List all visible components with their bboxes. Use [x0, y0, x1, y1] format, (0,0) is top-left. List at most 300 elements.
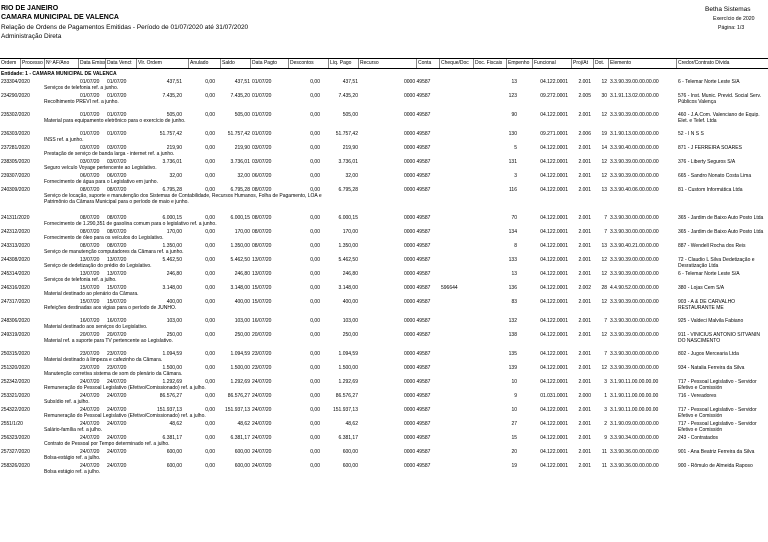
cell-conta: 0000 49587 [404, 449, 431, 455]
cell-pagto: 08/07/20 [252, 229, 272, 235]
cell-elem: 3.3.90.40.00.00.00.00 [610, 145, 659, 151]
system-name: Betha Sistemas [705, 6, 751, 13]
cell-credor: 887 - Wendell Rocha dos Reis [678, 243, 746, 249]
cell-elem: 3.3.90.40.21.00.00.00 [610, 243, 659, 249]
cell-func: 09.272.0001 [540, 93, 568, 99]
cell-pagto: 08/07/20 [252, 187, 272, 193]
cell-emis: 24/07/20 [80, 407, 100, 413]
column-header: Data Emiss [80, 60, 106, 66]
cell-saldo: 600,00 [234, 449, 250, 455]
cell-ordem: 245 [1, 271, 10, 277]
cell-venc: 13/07/20 [107, 271, 127, 277]
cell-func: 04.122.0001 [540, 243, 568, 249]
cell-dot: 3 [604, 407, 607, 413]
column-header: Anulado [190, 60, 209, 66]
cell-liq: 1.094,59 [338, 351, 358, 357]
cell-emp: 13 [511, 79, 517, 85]
cell-historico: Bolsa estágio ref. a julho. [44, 469, 101, 475]
cell-liq: 32,00 [345, 173, 358, 179]
cell-credor: 871 - J FERREIRA SOARES [678, 145, 742, 151]
cell-venc: 24/07/20 [107, 421, 127, 427]
cell-emis: 01/07/20 [80, 79, 100, 85]
cell-dot: 12 [601, 271, 607, 277]
cell-historico: Prestação de serviço de banda larga - internet ref. a junho. [44, 151, 175, 157]
cell-emis: 01/07/20 [80, 93, 100, 99]
cell-desc: 0,00 [310, 421, 320, 427]
cell-dot: 7 [604, 318, 607, 324]
cell-saldo: 600,00 [234, 463, 250, 469]
cell-proj: 2.001 [578, 351, 591, 357]
cell-dot: 30 [601, 93, 607, 99]
cell-saldo: 1.500,00 [230, 365, 250, 371]
cell-historico: Serviço de manutenção computadores da Câmara ref. a junho. [44, 249, 184, 255]
cell-func: 04.122.0001 [540, 285, 568, 291]
cell-proj: 2.001 [578, 435, 591, 441]
cell-venc: 08/07/20 [107, 229, 127, 235]
cell-vlr: 600,00 [166, 449, 182, 455]
cell-credor: 365 - Jardim de Baixo Auto Posto Ltda [678, 229, 764, 235]
cell-emp: 9 [514, 393, 517, 399]
cell-proc: 327/2020 [9, 449, 30, 455]
cell-desc: 0,00 [310, 271, 320, 277]
cell-conta: 0000 49587 [404, 79, 431, 85]
cell-pagto: 24/07/20 [252, 393, 272, 399]
cell-vlr: 103,00 [166, 318, 182, 324]
cell-liq: 246,80 [342, 271, 358, 277]
cell-desc: 0,00 [310, 257, 320, 263]
column-header: Saldo [222, 60, 235, 66]
cell-ordem: 234 [1, 93, 10, 99]
cell-elem: 3.1.90.13.00.00.00.00 [610, 131, 659, 137]
cell-proc: 319/2020 [9, 332, 30, 338]
cell-venc: 24/07/20 [107, 435, 127, 441]
cell-proc: 312/2020 [9, 229, 30, 235]
cell-emp: 139 [508, 365, 517, 371]
cell-liq: 103,00 [342, 318, 358, 324]
cell-ordem: 233 [1, 79, 10, 85]
cell-pagto: 01/07/20 [252, 112, 272, 118]
cell-proj: 2.001 [578, 173, 591, 179]
cell-func: 04.122.0001 [540, 318, 568, 324]
cell-func: 04.122.0001 [540, 435, 568, 441]
cell-saldo: 32,00 [237, 173, 250, 179]
cell-historico: Manutenção corretiva sistema de som do plenário da Câmara. [44, 371, 183, 377]
cell-dot: 12 [601, 332, 607, 338]
cell-pagto: 13/07/20 [252, 257, 272, 263]
cell-proc: 326/2020 [9, 463, 30, 469]
cell-ordem: 254 [1, 407, 10, 413]
cell-conta: 0000 49587 [404, 93, 431, 99]
cell-pagto: 01/07/20 [252, 93, 272, 99]
cell-pagto: 03/07/20 [252, 145, 272, 151]
cell-ordem: 251 [1, 365, 10, 371]
cell-saldo: 1.292,69 [230, 379, 250, 385]
cell-emis: 24/07/20 [80, 463, 100, 469]
cell-liq: 437,51 [342, 79, 358, 85]
cell-emp: 15 [511, 435, 517, 441]
cell-ordem: 258 [1, 463, 10, 469]
cell-anul: 0,00 [205, 93, 215, 99]
column-header: Empenho [508, 60, 530, 66]
cell-elem: 4.4.90.52.00.00.00.00 [610, 285, 659, 291]
cell-elem: 3.3.90.40.06.00.00.00 [610, 187, 659, 193]
cell-emp: 131 [508, 159, 517, 165]
cell-pagto: 23/07/20 [252, 365, 272, 371]
cell-emp: 5 [514, 145, 517, 151]
cell-saldo: 250,00 [234, 332, 250, 338]
cell-proj: 2.001 [578, 379, 591, 385]
cell-func: 04.122.0001 [540, 112, 568, 118]
cell-elem: 3.1.90.11.00.00.00.00 [610, 393, 659, 399]
cell-dot: 7 [604, 229, 607, 235]
cell-emp: 90 [511, 112, 517, 118]
cell-conta: 0000 49587 [404, 285, 431, 291]
cell-elem: 3.3.90.36.00.00.00.00 [610, 449, 659, 455]
cell-historico: Fornecimento de 1.290,351 de gasolina comum para o legislativo ref. a junho. [44, 221, 217, 227]
cell-proj: 2.006 [578, 131, 591, 137]
cell-liq: 151.937,13 [332, 407, 358, 413]
cell-ordem: 244 [1, 257, 10, 263]
cell-proj: 2.001 [578, 229, 591, 235]
cell-liq: 6.795,28 [338, 187, 358, 193]
cell-historico: Serviço de locação, suporte e manutenção dos Sistemas de Contabilidade, Recursos Humanos, Folha de Pagamento, LOA e Patrimônio da Câmara Municipal para o período de maio e junho. [44, 193, 322, 205]
cell-emis: 03/07/20 [80, 145, 100, 151]
cell-ordem: 242 [1, 229, 10, 235]
cell-ordem: 257 [1, 449, 10, 455]
cell-liq: 170,00 [342, 229, 358, 235]
cell-func: 04.122.0001 [540, 271, 568, 277]
cell-vlr: 151.937,13 [156, 407, 182, 413]
cell-elem: 3.3.90.39.00.00.00.00 [610, 332, 659, 338]
cell-saldo: 48,62 [237, 421, 250, 427]
cell-func: 01.031.0001 [540, 393, 568, 399]
cell-venc: 23/07/20 [107, 365, 127, 371]
cell-vlr: 51.757,42 [159, 131, 182, 137]
cell-saldo: 51.757,42 [227, 131, 250, 137]
cell-historico: Material destinado aos serviços do Legislativo. [44, 324, 148, 330]
cell-vlr: 170,00 [166, 229, 182, 235]
cell-desc: 0,00 [310, 332, 320, 338]
cell-venc: 15/07/20 [107, 285, 127, 291]
cell-anul: 0,00 [205, 299, 215, 305]
cell-saldo: 6.381,17 [230, 435, 250, 441]
cell-desc: 0,00 [310, 318, 320, 324]
cell-dot: 13 [601, 187, 607, 193]
cell-elem: 3.1.90.11.00.00.00.00 [610, 407, 659, 413]
cell-desc: 0,00 [310, 131, 320, 137]
cell-func: 04.122.0001 [540, 299, 568, 305]
cell-proj: 2.001 [578, 271, 591, 277]
cell-emis: 01/07/20 [80, 131, 100, 137]
cell-pagto: 03/07/20 [252, 159, 272, 165]
cell-venc: 24/07/20 [107, 449, 127, 455]
cell-dot: 3 [604, 379, 607, 385]
cell-credor: 900 - Rômulo de Almeida Raposo [678, 463, 753, 469]
city-name: RIO DE JANEIRO [1, 5, 59, 12]
cell-dot: 7 [604, 351, 607, 357]
cell-vlr: 6.000,15 [162, 215, 182, 221]
cell-elem: 3.3.90.39.00.00.00.00 [610, 299, 659, 305]
cell-historico: Serviço de dedetização do prédio do Legislativo. [44, 263, 152, 269]
cell-saldo: 400,00 [234, 299, 250, 305]
cell-historico: Fornecimento de água para o Legislativo em junho. [44, 179, 158, 185]
cell-pagto: 24/07/20 [252, 407, 272, 413]
cell-vlr: 1.292,69 [162, 379, 182, 385]
cell-pagto: 20/07/20 [252, 332, 272, 338]
cell-ordem: 239 [1, 173, 10, 179]
cell-conta: 0000 49587 [404, 435, 431, 441]
cell-anul: 0,00 [205, 145, 215, 151]
cell-liq: 600,00 [342, 463, 358, 469]
cell-historico: Subsídio ref. a julho. [44, 399, 90, 405]
cell-liq: 48,62 [345, 421, 358, 427]
cell-ordem: 248 [1, 318, 10, 324]
cell-emp: 8 [514, 243, 517, 249]
cell-desc: 0,00 [310, 243, 320, 249]
cell-func: 04.122.0001 [540, 145, 568, 151]
cell-conta: 0000 49587 [404, 463, 431, 469]
cell-venc: 01/07/20 [107, 79, 127, 85]
cell-saldo: 3.148,00 [230, 285, 250, 291]
cell-credor: 243 - Contratados [678, 435, 719, 441]
cell-dot: 11 [601, 449, 607, 455]
cell-venc: 06/07/20 [107, 173, 127, 179]
cell-credor: 365 - Jardim de Baixo Auto Posto Ltda [678, 215, 764, 221]
cell-pagto: 23/07/20 [252, 351, 272, 357]
cell-conta: 0000 49587 [404, 332, 431, 338]
cell-proj: 2.001 [578, 187, 591, 193]
cell-conta: 0000 49587 [404, 318, 431, 324]
cell-credor: 576 - Inst. Munic. Previd. Social Serv. Públicos Valença [678, 93, 761, 105]
cell-ordem: 256 [1, 435, 10, 441]
cell-ordem: 247 [1, 299, 10, 305]
cell-credor: 72 - Claudio L Silva Dedetização e Desratização Ltda [678, 257, 755, 269]
cell-dot: 9 [604, 435, 607, 441]
cell-historico: Seguro veículo Voyage pertencente ao Legislativo. [44, 165, 157, 171]
cell-pagto: 01/07/20 [252, 131, 272, 137]
cell-proc: 322/2020 [9, 407, 30, 413]
cell-emp: 130 [508, 131, 517, 137]
entity-name: CAMARA MUNICIPAL DE VALENCA [1, 14, 119, 21]
cell-emis: 01/07/20 [80, 112, 100, 118]
cell-historico: Remuneração do Pessoal Legislativo (Efetivo/Comissionado) ref. a julho. [44, 413, 206, 419]
cell-credor: 52 - I N S S [678, 131, 704, 137]
cell-func: 04.122.0001 [540, 173, 568, 179]
table-header [0, 58, 768, 69]
cell-desc: 0,00 [310, 393, 320, 399]
cell-saldo: 1.094,59 [230, 351, 250, 357]
cell-venc: 24/07/20 [107, 407, 127, 413]
cell-conta: 0000 49587 [404, 365, 431, 371]
cell-saldo: 5.462,50 [230, 257, 250, 263]
cell-dot: 12 [601, 299, 607, 305]
cell-func: 04.122.0001 [540, 229, 568, 235]
cell-liq: 1.500,00 [338, 365, 358, 371]
cell-emp: 70 [511, 215, 517, 221]
cell-emis: 13/07/20 [80, 271, 100, 277]
cell-elem: 3.3.90.30.00.00.00.00 [610, 229, 659, 235]
cell-proj: 2.001 [578, 365, 591, 371]
cell-ordem: 235 [1, 112, 10, 118]
cell-credor: 460 - J.A.Com. Valenciano de Equip. Elet. e Telef. Ltda [678, 112, 760, 124]
cell-dot: 12 [601, 79, 607, 85]
cell-emp: 3 [514, 173, 517, 179]
cell-elem: 3.3.90.34.00.00.00.00 [610, 435, 659, 441]
cell-func: 04.122.0001 [540, 187, 568, 193]
cell-historico: Bolsa-estágio ref. a julho. [44, 455, 101, 461]
cell-func: 04.122.0001 [540, 257, 568, 263]
cell-ordem: 255 [1, 421, 10, 427]
cell-vlr: 6.795,28 [162, 187, 182, 193]
cell-dot: 2 [604, 421, 607, 427]
cell-elem: 3.3.90.39.00.00.00.00 [610, 159, 659, 165]
cell-pagto: 15/07/20 [252, 285, 272, 291]
cell-ordem: 243 [1, 243, 10, 249]
cell-credor: 665 - Sandro Nonato Costa Lima [678, 173, 752, 179]
cell-proc: 308/2020 [9, 257, 30, 263]
cell-emis: 16/07/20 [80, 318, 100, 324]
cell-vlr: 246,80 [166, 271, 182, 277]
cell-emp: 20 [511, 449, 517, 455]
cell-venc: 01/07/20 [107, 131, 127, 137]
cell-elem: 3.1.90.11.00.00.00.00 [610, 379, 659, 385]
cell-anul: 0,00 [205, 173, 215, 179]
cell-proj: 2.002 [578, 285, 591, 291]
cell-desc: 0,00 [310, 145, 320, 151]
cell-ordem: 236 [1, 131, 10, 137]
cell-saldo: 3.736,01 [230, 159, 250, 165]
cell-liq: 600,00 [342, 449, 358, 455]
cell-elem: 3.3.90.39.00.00.00.00 [610, 112, 659, 118]
cell-func: 09.271.0001 [540, 131, 568, 137]
cell-credor: 925 - Valdeci Malvila Fabiano [678, 318, 744, 324]
cell-proc: 309/2020 [9, 187, 30, 193]
cell-conta: 0000 49587 [404, 379, 431, 385]
cell-historico: Material destinado ao plenário da Câmara. [44, 291, 139, 297]
cell-conta: 0000 49587 [404, 173, 431, 179]
cell-func: 04.122.0001 [540, 79, 568, 85]
cell-pagto: 24/07/20 [252, 435, 272, 441]
cell-ordem: 237 [1, 145, 10, 151]
cell-historico: Salário-família ref. a julho. [44, 427, 103, 433]
cell-proc: 307/2020 [9, 173, 30, 179]
cell-desc: 0,00 [310, 379, 320, 385]
cell-anul: 0,00 [205, 435, 215, 441]
cell-desc: 0,00 [310, 215, 320, 221]
cell-dot: 28 [601, 285, 607, 291]
cell-liq: 86.576,27 [335, 393, 358, 399]
cell-vlr: 3.148,00 [162, 285, 182, 291]
cell-credor: 6 - Telemar Norte Leste S/A [678, 79, 740, 85]
cell-proj: 2.000 [578, 393, 591, 399]
cell-liq: 6.381,17 [338, 435, 358, 441]
cell-emis: 15/07/20 [80, 285, 100, 291]
cell-vlr: 86.576,27 [159, 393, 182, 399]
cell-proj: 2.001 [578, 318, 591, 324]
cell-historico: Refeições destinadas aos vigias para o período de JUNHO. [44, 305, 177, 311]
cell-saldo: 151.937,13 [224, 407, 250, 413]
column-header: Proj/At [573, 60, 589, 66]
cell-func: 04.122.0001 [540, 407, 568, 413]
cell-desc: 0,00 [310, 159, 320, 165]
cell-desc: 0,00 [310, 449, 320, 455]
cell-credor: 911 - VINICIUS ANTONIO SITVANIN DO NASCIMENTO [678, 332, 760, 344]
cell-emis: 23/07/20 [80, 351, 100, 357]
cell-conta: 0000 49587 [404, 159, 431, 165]
cell-saldo: 219,90 [234, 145, 250, 151]
cell-anul: 0,00 [205, 463, 215, 469]
cell-emis: 24/07/20 [80, 393, 100, 399]
cell-saldo: 6.000,15 [230, 215, 250, 221]
cell-elem: 3.3.90.30.00.00.00.00 [610, 351, 659, 357]
cell-proc: 281/2020 [9, 145, 30, 151]
cell-ordem: 253 [1, 393, 10, 399]
cell-emis: 20/07/20 [80, 332, 100, 338]
cell-venc: 23/07/20 [107, 351, 127, 357]
cell-liq: 505,00 [342, 112, 358, 118]
cell-historico: Serviços de telefonia ref. a julho. [44, 277, 117, 283]
cell-anul: 0,00 [205, 229, 215, 235]
cell-historico: INSS ref. a junho. [44, 137, 84, 143]
report-title: Relação de Ordens de Pagamentos Emitidas - Período de 01/07/2020 até 31/07/2020 [1, 24, 249, 31]
column-header: Nº AF/Ano [46, 60, 70, 66]
cell-saldo: 437,51 [234, 79, 250, 85]
cell-elem: 3.1.90.09.00.00.00.00 [610, 421, 659, 427]
cell-proc: 311/2020 [9, 215, 30, 221]
cell-proj: 2.001 [578, 449, 591, 455]
cell-conta: 0000 49587 [404, 351, 431, 357]
cell-emis: 03/07/20 [80, 159, 100, 165]
cell-venc: 08/07/20 [107, 187, 127, 193]
cell-emp: 27 [511, 421, 517, 427]
cell-anul: 0,00 [205, 215, 215, 221]
cell-anul: 0,00 [205, 393, 215, 399]
column-header: Doc. Fiscais [475, 60, 503, 66]
cell-dot: 11 [601, 463, 607, 469]
cell-venc: 24/07/20 [107, 379, 127, 385]
column-header: Dot. [595, 60, 605, 66]
cell-historico: Contrato de Pessoal por Tempo determinado ref. a julho. [44, 441, 170, 447]
cell-proc: 303/2020 [9, 131, 30, 137]
cell-liq: 3.736,01 [338, 159, 358, 165]
cell-liq: 1.350,00 [338, 243, 358, 249]
cell-conta: 0000 49587 [404, 145, 431, 151]
column-header: Descontos [290, 60, 314, 66]
cell-conta: 0000 49587 [404, 407, 431, 413]
cell-vlr: 1.350,00 [162, 243, 182, 249]
cell-emis: 24/07/20 [80, 379, 100, 385]
cell-anul: 0,00 [205, 112, 215, 118]
cell-func: 04.122.0001 [540, 332, 568, 338]
cell-emp: 19 [511, 463, 517, 469]
cell-vlr: 32,00 [169, 173, 182, 179]
cell-desc: 0,00 [310, 229, 320, 235]
cell-func: 04.122.0001 [540, 215, 568, 221]
cell-anul: 0,00 [205, 407, 215, 413]
cell-emis: 24/07/20 [80, 421, 100, 427]
cell-emp: 133 [508, 257, 517, 263]
cell-venc: 20/07/20 [107, 332, 127, 338]
cell-ordem: 250 [1, 351, 10, 357]
cell-pagto: 06/07/20 [252, 173, 272, 179]
cell-vlr: 3.736,01 [162, 159, 182, 165]
cell-proj: 2.001 [578, 79, 591, 85]
column-header: Líq. Pago [330, 60, 352, 66]
column-header: Ordem [1, 60, 17, 66]
cell-credor: 717 - Pessoal Legislativo - Servidor Efetivo e Comissión [678, 407, 757, 419]
column-header: Elemento [610, 60, 632, 66]
cell-dot: 13 [601, 243, 607, 249]
